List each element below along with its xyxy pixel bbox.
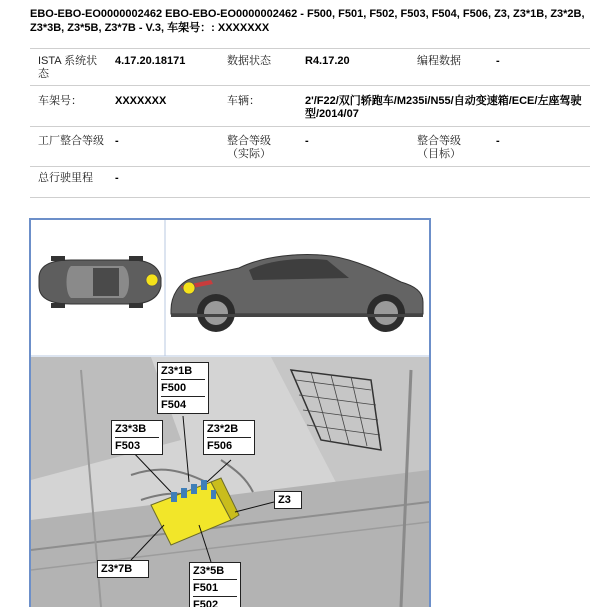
vehicle-value: 2'/F22/双门轿跑车/M235i/N55/自动变速箱/ECE/左座驾驶型/2014/07	[305, 95, 582, 120]
ista-value: 4.17.20.18171	[115, 55, 186, 67]
divider	[30, 197, 590, 198]
car-top-view-icon	[39, 256, 161, 308]
divider	[30, 166, 590, 167]
actual-level-value: -	[305, 135, 309, 147]
figure-illustration	[31, 220, 429, 607]
document-title: EBO-EBO-EO0000002462 EBO-EBO-EO0000002462 - F500, F501, F502, F503, F504, F506, Z3, Z3*1B, Z3*2B, Z3*3B, Z3*5B, Z3*7B - V.3, 车架号：: XXXXXXX	[30, 8, 585, 34]
data-status-label: 数据状态	[227, 55, 271, 67]
data-status-value: R4.17.20	[305, 55, 350, 67]
callout-z3-1b: Z3*1B F500 F504	[157, 362, 209, 414]
callout-z3-2b: Z3*2B F506	[203, 420, 255, 455]
vin-value: XXXXXXX	[115, 95, 167, 107]
target-level-label: 整合等级（目标）	[417, 135, 461, 160]
prog-data-label: 编程数据	[417, 55, 461, 67]
mileage-label: 总行驶里程	[38, 172, 93, 184]
location-marker-icon	[183, 282, 195, 294]
factory-level-label: 工厂整合等级	[38, 135, 104, 147]
divider	[30, 126, 590, 127]
mileage-value: -	[115, 172, 119, 184]
callout-z3: Z3	[274, 491, 302, 509]
ista-label: ISTA 系统状态	[38, 55, 98, 80]
factory-level-value: -	[115, 135, 119, 147]
actual-level-label: 整合等级（实际）	[227, 135, 271, 160]
callout-z3-5b: Z3*5B F501 F502	[189, 562, 241, 607]
callout-z3-3b: Z3*3B F503	[111, 420, 163, 455]
vehicle-label: 车辆：	[227, 95, 260, 107]
vin-label: 车架号：	[38, 95, 82, 107]
divider	[30, 48, 590, 49]
prog-data-value: -	[496, 55, 500, 67]
component-location-figure	[29, 218, 431, 607]
location-marker-icon	[146, 274, 158, 286]
callout-z3-7b: Z3*7B	[97, 560, 149, 578]
target-level-value: -	[496, 135, 500, 147]
divider	[30, 85, 590, 86]
